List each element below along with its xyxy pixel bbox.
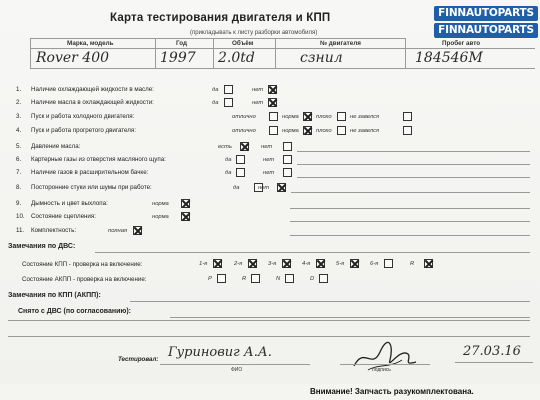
header-volume: Объём: [232, 40, 254, 47]
fio-label: ФИО: [231, 367, 243, 373]
brand-watermark-bottom: FINNAUTOPARTS: [434, 23, 538, 38]
comment-line: [290, 208, 530, 209]
comment-line: [290, 235, 530, 236]
kpp-gear-label: 4-я: [302, 261, 311, 267]
warning-text: Внимание! Запчасть разукомплектована.: [310, 387, 474, 396]
checklist-option-label: не завелся: [350, 114, 380, 120]
checkbox-checked[interactable]: [303, 126, 312, 135]
checkbox-empty[interactable]: [403, 112, 412, 121]
checklist-item-label: Картерные газы из отверстия масляного щупа:: [31, 156, 166, 163]
checkbox-empty[interactable]: [224, 98, 233, 107]
checklist-option-label: да: [233, 185, 240, 191]
checklist-option-label: да: [225, 170, 232, 176]
checklist-item-number: 4.: [16, 127, 22, 134]
checklist-item-number: 3.: [16, 113, 22, 120]
akpp-gear-label: N: [276, 276, 281, 282]
checkbox-empty[interactable]: [384, 259, 393, 268]
comment-line: [290, 221, 530, 222]
checkbox-checked[interactable]: [303, 112, 312, 121]
kpp-gear-label: R: [410, 261, 415, 267]
header-mileage: Пробег авто: [442, 40, 481, 47]
checkbox-checked[interactable]: [181, 199, 190, 208]
checklist-option-label: норма: [282, 128, 299, 134]
value-year: 1997: [160, 50, 196, 66]
tester-name: Гуриновиг А.А.: [168, 345, 272, 360]
header-year: Год: [176, 40, 188, 47]
checkbox-checked[interactable]: [133, 226, 142, 235]
akpp-gear-label: P: [208, 276, 212, 282]
kpp-gear-label: 1-я: [199, 261, 208, 267]
checkbox-empty[interactable]: [319, 274, 328, 283]
checklist-item-number: 11.: [16, 227, 25, 234]
checklist-option-label: да: [212, 87, 219, 93]
checklist-item-number: 2.: [16, 99, 22, 106]
checklist-option-label: нет: [263, 170, 275, 176]
comment-line: [297, 151, 530, 152]
checklist-option-label: отлично: [232, 114, 256, 120]
akpp-gear-label: D: [310, 276, 315, 282]
checkbox-empty[interactable]: [217, 274, 226, 283]
comment-line: [297, 164, 530, 165]
checklist-option-label: нет: [263, 157, 275, 163]
checklist-option-label: нет: [252, 100, 264, 106]
checklist-item-label: Состояние сцепления:: [31, 213, 96, 220]
value-volume: 2.0td: [218, 50, 255, 66]
kpp-label: Состояние КПП - проверка на включение:: [22, 261, 143, 268]
checkbox-empty[interactable]: [269, 112, 278, 121]
akpp-gear-label: R: [242, 276, 247, 282]
checkbox-empty[interactable]: [403, 126, 412, 135]
checkbox-empty[interactable]: [251, 274, 260, 283]
checkbox-checked[interactable]: [248, 259, 257, 268]
akpp-label: Состояние АКПП - проверка на включение:: [22, 276, 147, 283]
checklist-item-label: Наличие масла в охлаждающей жидкости:: [31, 99, 154, 106]
checkbox-checked[interactable]: [240, 142, 249, 151]
checklist-item-label: Пуск и работа холодного двигателя:: [31, 113, 135, 120]
checklist-option-label: отлично: [232, 128, 256, 134]
header-model: Марка, модель: [67, 40, 114, 47]
checkbox-checked[interactable]: [277, 183, 286, 192]
checklist-item-number: 8.: [16, 184, 22, 191]
page-subtitle: (прикладывать к листу разборки автомобиля): [190, 30, 318, 36]
checklist-item-number: 1.: [16, 86, 22, 93]
checklist-option-label: норма: [282, 114, 299, 120]
checklist-option-label: да: [212, 100, 219, 106]
checkbox-checked[interactable]: [213, 259, 222, 268]
checklist-option-label: норма: [152, 214, 169, 220]
checklist-item-number: 7.: [16, 169, 22, 176]
value-model: Rover 400: [36, 50, 110, 66]
brand-watermark-top: FINNAUTOPARTS: [434, 6, 538, 21]
checklist-option-label: нет: [252, 87, 264, 93]
remarks-kpp-label: Замечания по КПП (АКПП):: [8, 292, 101, 299]
checkbox-empty[interactable]: [224, 85, 233, 94]
kpp-gear-label: 6-я: [370, 261, 379, 267]
checklist-option-label: да: [225, 157, 232, 163]
value-mileage: 184546М: [415, 50, 483, 66]
remarks-engine-label: Замечания по ДВС:: [8, 243, 76, 250]
checklist-option-label: нет: [258, 185, 270, 191]
value-engine-no: сзнил: [300, 50, 343, 66]
checkbox-checked[interactable]: [282, 259, 291, 268]
kpp-gear-label: 3-я: [268, 261, 277, 267]
tested-label: Тестировал:: [118, 356, 159, 363]
signature-label: подпись: [372, 367, 391, 373]
checklist-option-label: плохо: [316, 114, 332, 120]
checklist-item-label: Давление масла:: [31, 143, 81, 150]
checkbox-empty[interactable]: [236, 168, 245, 177]
checklist-option-label: нет: [261, 144, 273, 150]
checklist-item-number: 6.: [16, 156, 22, 163]
comment-line: [291, 192, 530, 193]
checkbox-empty[interactable]: [283, 155, 292, 164]
checkbox-checked[interactable]: [181, 212, 190, 221]
checklist-option-label: норма: [152, 201, 169, 207]
checklist-option-label: полная: [108, 228, 128, 234]
checklist-item-number: 5.: [16, 143, 22, 150]
comment-line: [297, 177, 530, 178]
checklist-item-label: Посторонние стуки или шумы при работе:: [31, 184, 152, 191]
checkbox-empty[interactable]: [285, 274, 294, 283]
checklist-item-label: Наличие охлаждающей жидкости в масле:: [31, 86, 154, 93]
checkbox-checked[interactable]: [268, 85, 277, 94]
checklist-option-label: не завелся: [350, 128, 380, 134]
checkbox-checked[interactable]: [424, 259, 433, 268]
checkbox-checked[interactable]: [268, 98, 277, 107]
checklist-item-number: 10.: [16, 213, 25, 220]
checkbox-empty[interactable]: [236, 155, 245, 164]
checkbox-empty[interactable]: [337, 112, 346, 121]
page-title: Карта тестирования двигателя и КПП: [110, 12, 331, 24]
checkbox-empty[interactable]: [337, 126, 346, 135]
checklist-item-label: Пуск и работа прогретого двигателя:: [31, 127, 136, 134]
header-engine-no: № двигателя: [320, 40, 361, 47]
checkbox-checked[interactable]: [316, 259, 325, 268]
checkbox-empty[interactable]: [269, 126, 278, 135]
checklist-item-label: Комплектность:: [31, 227, 77, 234]
kpp-gear-label: 2-я: [234, 261, 243, 267]
checkbox-empty[interactable]: [283, 168, 292, 177]
checklist-option-label: плохо: [316, 128, 332, 134]
checklist-item-number: 9.: [16, 200, 22, 207]
checkbox-empty[interactable]: [283, 142, 292, 151]
checklist-item-label: Дымность и цвет выхлопа:: [31, 200, 108, 207]
checkbox-checked[interactable]: [350, 259, 359, 268]
checklist-option-label: есть: [218, 144, 232, 150]
checklist-item-label: Наличие газов в расширительном бачке:: [31, 169, 149, 176]
date: 27.03.16: [463, 344, 521, 359]
kpp-gear-label: 5-я: [336, 261, 345, 267]
removed-label: Снято с ДВС (по согласованию):: [18, 308, 132, 315]
